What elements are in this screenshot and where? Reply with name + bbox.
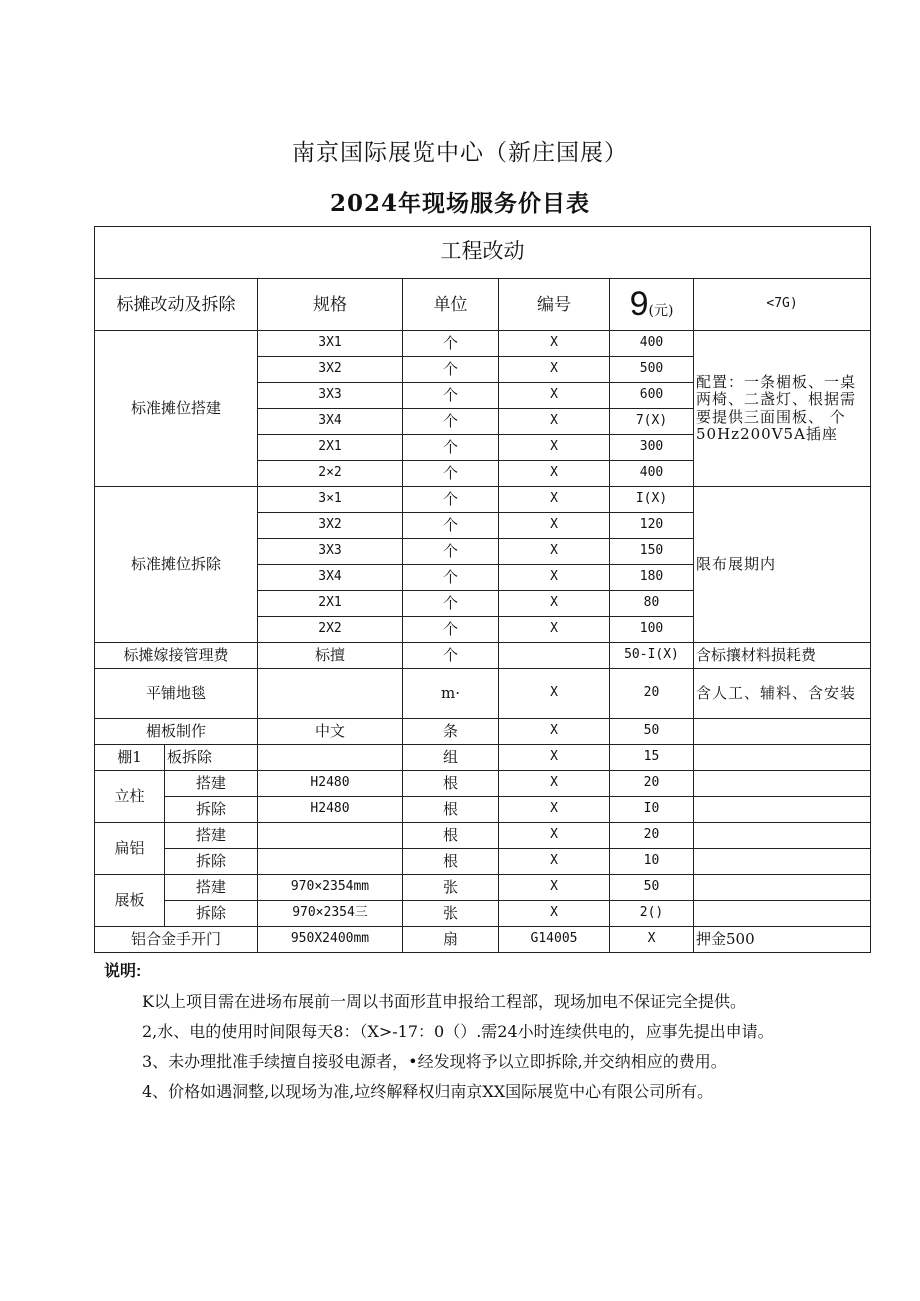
cell-spec: 标擅	[258, 643, 403, 669]
cell-note	[694, 901, 871, 927]
cell-note	[694, 849, 871, 875]
cell-code: X	[499, 617, 610, 643]
cell-price: 300	[610, 435, 694, 461]
cell-price: 50	[610, 719, 694, 745]
cell-note: 押金500	[694, 927, 871, 953]
cell-sub: 搭建	[165, 823, 258, 849]
cell-price: 150	[610, 539, 694, 565]
cell-spec: 2X2	[258, 617, 403, 643]
cell-code: G14005	[499, 927, 610, 953]
cell-code: X	[499, 331, 610, 357]
cell-unit: m·	[403, 669, 499, 719]
cell-spec: H2480	[258, 797, 403, 823]
header-row	[95, 279, 871, 331]
table-row	[95, 771, 871, 797]
note-item-4: 4、价格如遇洞整,以现场为准,垃终解释权归南京XX国际展览中心有限公司所有。	[142, 1082, 714, 1101]
table-row	[95, 487, 871, 513]
cell-price: I(X)	[610, 487, 694, 513]
cell-price: 400	[610, 331, 694, 357]
cell-price: 20	[610, 771, 694, 797]
cell-spec: 3X1	[258, 331, 403, 357]
cell-spec: 2X1	[258, 435, 403, 461]
cell-unit: 张	[403, 875, 499, 901]
header-note: <7G)	[694, 279, 871, 331]
cell-spec: 3X4	[258, 565, 403, 591]
table-row	[95, 927, 871, 953]
cell-spec: H2480	[258, 771, 403, 797]
cell-code: X	[499, 901, 610, 927]
header-price	[610, 279, 694, 331]
cell-spec	[258, 849, 403, 875]
cell-sub: 拆除	[165, 797, 258, 823]
cell-note	[694, 797, 871, 823]
cell-unit: 个	[403, 513, 499, 539]
group-label-build: 标准摊位搭建	[95, 331, 258, 487]
cell-unit: 根	[403, 849, 499, 875]
cell-price: 2()	[610, 901, 694, 927]
cell-code	[499, 643, 610, 669]
cell-price: 120	[610, 513, 694, 539]
cell-price: 100	[610, 617, 694, 643]
note-item-2: 2,水、电的使用时间限每天8：（X>-17：0（）.需24小时连续供电的，应事先提出申请。	[142, 1022, 774, 1041]
note-remove: 限布展期内	[694, 487, 871, 643]
cell-code: X	[499, 875, 610, 901]
cell-unit: 个	[403, 617, 499, 643]
cell-unit: 条	[403, 719, 499, 745]
note-build: 配置：一条楣板、一桌两椅、二盏灯、根据需要提供三面围板、 个 50Hz200V5A插座	[694, 331, 871, 487]
table-row	[95, 719, 871, 745]
cell-item-a: 棚1	[95, 745, 165, 771]
header-code: 编号	[499, 279, 610, 331]
table-row	[95, 901, 871, 927]
cell-unit: 个	[403, 487, 499, 513]
group-label-pillar: 立柱	[95, 771, 165, 823]
cell-spec	[258, 823, 403, 849]
header-spec: 规格	[258, 279, 403, 331]
cell-code: X	[499, 565, 610, 591]
note-item-1: K以上项目需在进场布展前一周以书面形苴申报给工程部，现场加电不保证完全提供。	[142, 992, 746, 1011]
cell-code: X	[499, 487, 610, 513]
cell-unit: 个	[403, 409, 499, 435]
cell-code: X	[499, 669, 610, 719]
cell-price: 400	[610, 461, 694, 487]
group-label-panel: 展板	[95, 875, 165, 927]
cell-price: 80	[610, 591, 694, 617]
cell-unit: 组	[403, 745, 499, 771]
cell-code: X	[499, 823, 610, 849]
table-row	[95, 849, 871, 875]
cell-item: 平铺地毯	[95, 669, 258, 719]
cell-note	[694, 771, 871, 797]
cell-unit: 根	[403, 771, 499, 797]
cell-note	[694, 823, 871, 849]
cell-spec	[258, 745, 403, 771]
cell-unit: 个	[403, 643, 499, 669]
cell-unit: 根	[403, 797, 499, 823]
cell-spec: 2×2	[258, 461, 403, 487]
header-unit: 单位	[403, 279, 499, 331]
cell-price: I0	[610, 797, 694, 823]
cell-spec: 970×2354三	[258, 901, 403, 927]
cell-spec: 3X2	[258, 513, 403, 539]
cell-code: X	[499, 539, 610, 565]
table-row	[95, 669, 871, 719]
cell-item: 铝合金手开门	[95, 927, 258, 953]
table-row	[95, 331, 871, 357]
cell-code: X	[499, 849, 610, 875]
cell-note	[694, 745, 871, 771]
cell-unit: 个	[403, 383, 499, 409]
cell-price: 20	[610, 823, 694, 849]
cell-code: X	[499, 461, 610, 487]
cell-price: 50	[610, 875, 694, 901]
cell-note	[694, 875, 871, 901]
table-row	[95, 643, 871, 669]
cell-spec: 3X3	[258, 539, 403, 565]
cell-item: 楣板制作	[95, 719, 258, 745]
table-row	[95, 797, 871, 823]
cell-note	[694, 719, 871, 745]
notes-section	[104, 960, 824, 1110]
cell-code: X	[499, 357, 610, 383]
header-item: 标摊改动及拆除	[95, 279, 258, 331]
notes-heading: 说明:	[104, 963, 142, 980]
section-title: 工程改动	[95, 227, 871, 279]
cell-unit: 张	[403, 901, 499, 927]
cell-price: 10	[610, 849, 694, 875]
table-row	[95, 823, 871, 849]
cell-sub: 搭建	[165, 771, 258, 797]
cell-spec: 3×1	[258, 487, 403, 513]
header-price-digit: 9	[629, 284, 649, 323]
cell-code: X	[499, 797, 610, 823]
title-venue: 南京国际展览中心（新庄国展）	[292, 140, 628, 166]
table-row	[95, 745, 871, 771]
cell-code: X	[499, 591, 610, 617]
cell-code: X	[499, 513, 610, 539]
cell-note: 含人工、辅料、含安装	[694, 669, 871, 719]
cell-code: X	[499, 383, 610, 409]
cell-unit: 个	[403, 331, 499, 357]
cell-spec: 950X2400mm	[258, 927, 403, 953]
cell-sub: 拆除	[165, 849, 258, 875]
cell-code: X	[499, 771, 610, 797]
cell-unit: 个	[403, 565, 499, 591]
cell-note: 含标攘材料损耗费	[694, 643, 871, 669]
cell-spec: 3X4	[258, 409, 403, 435]
header-price-unit: (元)	[648, 302, 674, 319]
cell-spec: 970×2354mm	[258, 875, 403, 901]
table-row	[95, 875, 871, 901]
cell-code: X	[499, 435, 610, 461]
group-label-flat-aluminum: 扁铝	[95, 823, 165, 875]
cell-spec: 2X1	[258, 591, 403, 617]
cell-item-b: 板拆除	[165, 745, 258, 771]
cell-unit: 个	[403, 591, 499, 617]
group-label-remove: 标准摊位拆除	[95, 487, 258, 643]
cell-spec: 中文	[258, 719, 403, 745]
price-table	[94, 226, 871, 953]
cell-unit: 个	[403, 435, 499, 461]
cell-code: X	[499, 719, 610, 745]
cell-price: 7(X)	[610, 409, 694, 435]
cell-price: 20	[610, 669, 694, 719]
title-price-list: 2024年现场服务价目表	[329, 190, 590, 217]
cell-code: X	[499, 745, 610, 771]
cell-unit: 个	[403, 357, 499, 383]
cell-code: X	[499, 409, 610, 435]
cell-unit: 扇	[403, 927, 499, 953]
cell-price: 500	[610, 357, 694, 383]
cell-spec: 3X3	[258, 383, 403, 409]
cell-item: 标摊嫁接管理费	[95, 643, 258, 669]
cell-sub: 拆除	[165, 901, 258, 927]
note-item-3: 3、未办理批准手续擅自接驳电源者，•经发现将予以立即拆除,并交纳相应的费用。	[142, 1052, 727, 1071]
cell-price: X	[610, 927, 694, 953]
cell-price: 15	[610, 745, 694, 771]
cell-unit: 个	[403, 539, 499, 565]
cell-price: 180	[610, 565, 694, 591]
cell-unit: 个	[403, 461, 499, 487]
cell-sub: 搭建	[165, 875, 258, 901]
cell-unit: 根	[403, 823, 499, 849]
cell-spec	[258, 669, 403, 719]
cell-price: 600	[610, 383, 694, 409]
cell-spec: 3X2	[258, 357, 403, 383]
cell-price: 50-I(X)	[610, 643, 694, 669]
